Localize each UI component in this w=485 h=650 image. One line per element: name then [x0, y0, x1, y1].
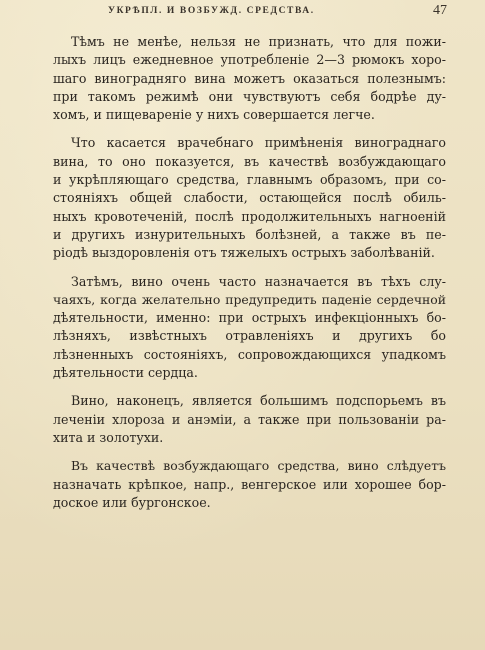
- text-line: лыхъ лицъ ежедневное употребленіе 2—3 рюмокъ хоро-: [53, 52, 446, 68]
- text-line: леченіи хлороза и анэміи, а также при пользованіи ра-: [53, 411, 446, 427]
- text-line: ріодѣ выздоровленія отъ тяжелыхъ острыхъ заболѣваній.: [53, 245, 435, 261]
- text-line: хита и золотухи.: [53, 429, 164, 445]
- body-text: [35, 33, 446, 522]
- paragraph-1: [35, 33, 446, 124]
- text-line: вина, то оно показуется, въ качествѣ возбуждающаго: [53, 153, 446, 169]
- text-line: лѣзненныхъ состояніяхъ, сопровождающихся упадкомъ: [53, 346, 446, 362]
- text-line: Въ качествѣ возбуждающаго средства, вино слѣдуетъ: [71, 458, 446, 474]
- text-line: дѣятельности, именно: при острыхъ инфекціонныхъ бо-: [53, 310, 446, 326]
- text-line: Затѣмъ, вино очень часто назначается въ тѣхъ слу-: [71, 273, 446, 289]
- text-line: Вино, наконецъ, является большимъ подспорьемъ въ: [71, 393, 446, 409]
- text-line: и укрѣпляющаго средства, главнымъ образомъ, при со-: [53, 172, 446, 188]
- paragraph-4: [35, 392, 446, 447]
- paragraph-2: [35, 134, 446, 262]
- running-title: УКРѢПЛ. И ВОЗБУЖД. СРЕДСТВА.: [108, 6, 315, 16]
- text-line: доское или бургонское.: [53, 494, 211, 510]
- text-line: хомъ, и пищевареніе у нихъ совершается легче.: [53, 107, 375, 123]
- text-line: чаяхъ, когда желательно предупредить паденіе сердечной: [53, 291, 446, 307]
- text-line: стояніяхъ общей слабости, остающейся послѣ обиль-: [53, 190, 446, 206]
- paragraph-3: [35, 273, 446, 383]
- text-line: ныхъ кровотеченій, послѣ продолжительныхъ нагноеній: [53, 208, 446, 224]
- text-line: дѣятельности сердца.: [53, 365, 198, 381]
- text-line: лѣзняхъ, извѣстныхъ отравленіяхъ и другихъ бо: [53, 328, 446, 344]
- text-line: Что касается врачебнаго примѣненія винограднаго: [71, 135, 446, 151]
- text-line: Тѣмъ не менѣе, нельзя не признать, что для пожи-: [71, 34, 446, 49]
- paragraph-5: [35, 457, 446, 512]
- text-line: назначать крѣпкое, напр., венгерское или хорошее бор-: [53, 476, 446, 492]
- page-number: 47: [433, 3, 447, 18]
- text-line: шаго виноградняго вина можетъ оказаться полезнымъ:: [53, 70, 446, 86]
- text-line: при такомъ режимѣ они чувствуютъ себя бодрѣе ду-: [53, 88, 446, 104]
- text-line: и другихъ изнурительныхъ болѣзней, а также въ пе-: [53, 226, 446, 242]
